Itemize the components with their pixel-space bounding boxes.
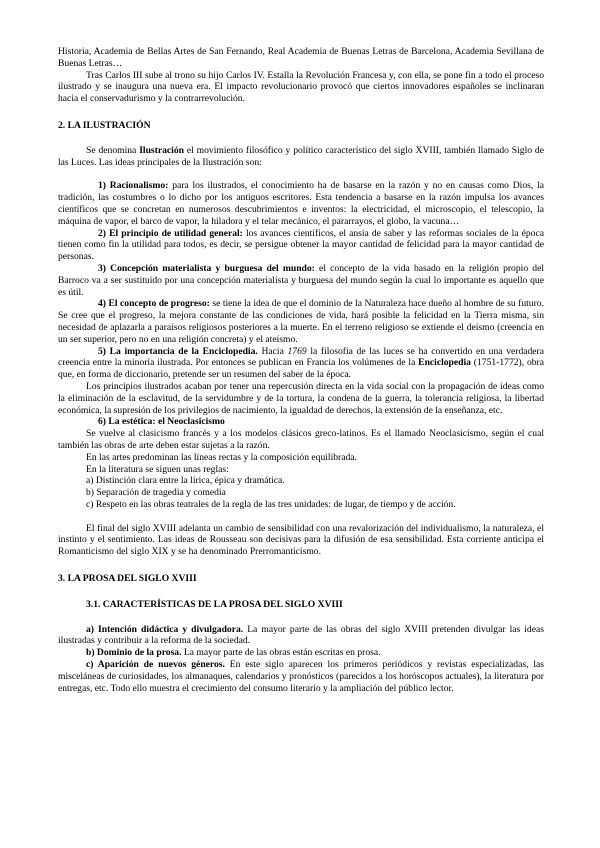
idea-item-1: 1) Racionalismo: para los ilustrados, el conocimiento ha de basarse en la razón y no en causas como Dios, la tradición, las costumbres o lo dicho por los antiguos escritores. Esta tendencia a basarse en la razón impulsa los avances científicos que se concretan en numerosos descubrimientos e inventos: la electricidad, el microscopio, el telescopio, la máquina de vapor, el barco de vapor, la hiladora y el telar mecánico, el pararrayos, el globo, la vacuna… — [58, 180, 544, 227]
section-2-heading: 2. LA ILUSTRACIÓN — [58, 119, 151, 131]
rule-item: b) Separación de tragedia y comedia — [86, 487, 226, 499]
section-3-heading: 3. LA PROSA DEL SIGLO XVIII — [58, 573, 197, 585]
idea-item-6-title: 6) La estética: el Neoclasicismo — [98, 416, 225, 428]
idea-item-5: 5) La importancia de la Enciclopedia. Hacia 1769 la filosofía de las luces se ha convertido en una verdadera creencia entre la minoría ilustrada. Por entonces se publican en Francia los volúmenes de la Enciclopedia (1751-1772), obra que, en forma de diccionario, pretende ser un resumen del saber de la época. — [58, 345, 545, 381]
ilustracion-term: Ilustración — [139, 144, 184, 156]
prosa-item-c: c) Aparición de nuevos géneros. En este siglo aparecen los primeros periódicos y revistas especializadas, las misceláneas de curiosidades, los almanaques, calendarios y pronósticos (parecidos a los horóscopos actuales), la literatura por entregas, etc. Todo ello muestra el crecimiento del consumo literario y la ampliación del público lector. — [58, 659, 544, 694]
principios-paragraph: Los principios ilustrados acaban por tener una repercusión directa en la vida social con la propagación de ideas como la eliminación de la esclavitud, de la servidumbre y de la tortura, la condena de la guerra, la tolerancia religiosa, la libertad económica, la supresión de los privilegios de nacimiento, la igualdad de derechos, la extensión de la enseñanza, etc. — [58, 380, 544, 416]
prosa-item-a: a) Intención didáctica y divulgadora. La mayor parte de las obras del siglo XVIII pretenden divulgar las ideas ilustradas y contribuir a la reforma de la sociedad. — [58, 623, 544, 647]
ilustracion-definition: Se denomina Ilustración el movimiento filosófico y político característico del siglo XVIII, también llamado Siglo de las Luces. Las ideas principales de la Ilustración son: — [58, 144, 544, 168]
rule-item: a) Distinción clara entre la lírica, épica y dramática. — [86, 475, 285, 487]
literatura-paragraph: En la literatura se siguen unas reglas: — [86, 463, 229, 475]
document-page — [58, 46, 544, 694]
section-3-1-heading: 3.1. CARACTERÍSTICAS DE LA PROSA DEL SIGLO XVIII — [86, 598, 343, 610]
spacer — [58, 168, 544, 180]
rule-item: c) Respeto en las obras teatrales de la regla de las tres unidades: de lugar, de tiempo y de acción. — [86, 498, 456, 510]
idea-item-4: 4) El concepto de progreso: se tiene la idea de que el dominio de la Naturaleza hace dueño al hombre de su futuro. Se cree que el progreso, la mejora constante de las condiciones de vida, hará posible la felicidad en la Tierra misma, sin necesidad de aplazarla a paraísos religiosos posteriores a la muerte. En el terreno religioso se extiende el deísmo (creencia en un ser superior, pero no en una religión concreta) y el ateísmo. — [58, 298, 544, 345]
idea-item-2: 2) El principio de utilidad general: los avances científicos, el ansia de saber y las reformas sociales de la época tienen como fin la utilidad para todos, es decir, se persigue obtener la mayor cantidad de felicidad para la mayor cantidad de personas. — [58, 227, 544, 263]
rules-list — [58, 475, 544, 510]
intro-paragraph-1: Historia, Academia de Bellas Artes de San Fernando, Real Academia de Buenas Letras de Barcelona, Academia Sevillana de Buenas Letras… — [58, 46, 544, 69]
artes-paragraph: En las artes predominan las líneas rectas y la composición equilibrada. — [86, 451, 357, 463]
prosa-item-b: b) Dominio de la prosa. La mayor parte de las obras están escritas en prosa. — [86, 647, 381, 659]
neoclasicismo-paragraph: Se vuelve al clasicismo francés y a los modelos clásicos greco-latinos. Es el llamado Neoclasicismo, según el cual también las obras de arte deben estar sujetas a la razón. — [58, 428, 544, 451]
prerromanticismo-paragraph: El final del siglo XVIII adelanta un cambio de sensibilidad con una revalorización del individualismo, la naturaleza, el instinto y el sentimiento. Las ideas de Rousseau son decisivas para la difusión de esa sensibilidad. Esta corriente anticipa el Romanticismo del siglo XIX y se ha denominado Prerromanticismo. — [58, 522, 544, 558]
intro-paragraph-2: Tras Carlos III sube al trono su hijo Carlos IV. Estalla la Revolución Francesa y, con ella, se pone fin a todo el proceso ilustrado y se inaugura una nueva era. El impacto revolucionario provocó que ciertos innovadores españoles se inclinaran hacia el conservadurismo y la contrarrevolución. — [58, 69, 544, 105]
spacer — [58, 511, 544, 523]
idea-item-3: 3) Concepción materialista y burguesa del mundo: el concepto de la vida basado en la religión propio del Barroco va a ser sustituido por una concepción materialista y burguesa del mundo según la cual lo importante es aquello que es útil. — [58, 262, 545, 298]
